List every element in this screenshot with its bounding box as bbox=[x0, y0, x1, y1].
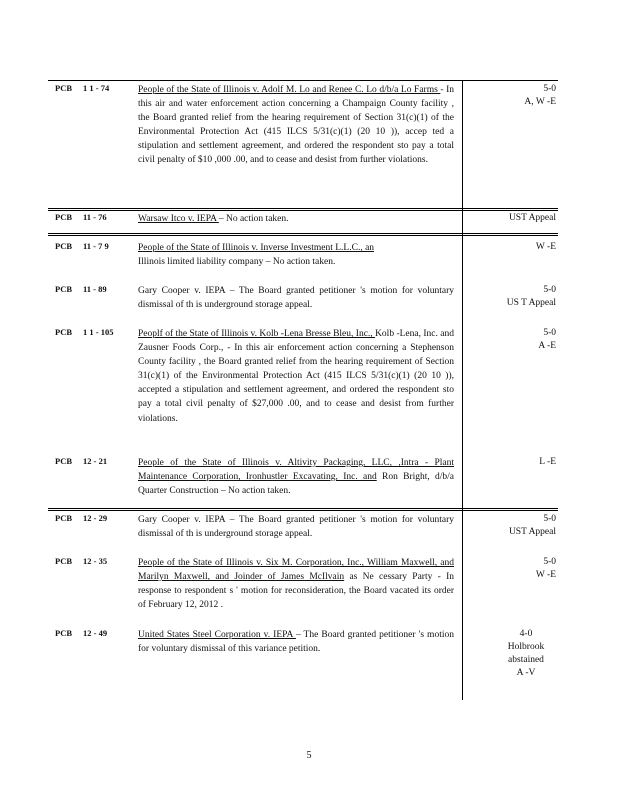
case-summary: as Ne cessary Party - In response to respondent s ' motion for reconsideration, the Board vacated its order of February 12, 2012 . bbox=[138, 572, 455, 611]
case-title: People of the State of Illinois v. Six M. Corporation, Inc., William Maxwell, and Marilyn Maxwell, and Joinder of James McIlvain bbox=[138, 558, 454, 583]
docket-number: PCB 11 - 76 bbox=[55, 212, 107, 222]
case-title: Peoplf of the State of Illinois v. Kolb -Lena Bresse Bleu, Inc., bbox=[138, 329, 376, 339]
docket-number: PCB 12 - 21 bbox=[55, 456, 108, 466]
vote-column: 5-0 A, W -E bbox=[524, 84, 556, 107]
case-summary: Ron Bright, d/b/a Quarter Construction – No action taken. bbox=[138, 472, 455, 497]
row-separator bbox=[48, 233, 558, 236]
case-description bbox=[138, 327, 454, 426]
vote-column: 5-0 W -E bbox=[535, 557, 556, 580]
docket-number: PCB 11 - 89 bbox=[55, 284, 107, 294]
case-description bbox=[138, 513, 454, 541]
docket-number: PCB 1 1 - 105 bbox=[55, 327, 114, 337]
docket-number: PCB 12 - 29 bbox=[55, 513, 108, 523]
case-summary: - In this air and water enforcement action concerning a Champaign County facility , the Board granted relief from the hearing requirement of Section 31(c)(1) of the Environmental Protection Act (415 ILCS 5/31(c)(1) (20 10 )), accep ted a stipulation and settlement agreement, and ordered the respondent sto pay a total civil penalty of $10 ,000 .00, and to cease and desist from further violations. bbox=[138, 85, 455, 166]
case-description bbox=[138, 241, 454, 269]
case-title: People of the State of Illinois v. Adolf M. Lo and Renee C. Lo d/b/a Lo Farms bbox=[138, 85, 441, 95]
case-description bbox=[138, 456, 454, 498]
vote-column: 5-0 A -E bbox=[538, 328, 556, 351]
case-description bbox=[138, 556, 454, 612]
case-title: Warsaw Itco v. IEPA bbox=[138, 214, 219, 224]
vote-column: L -E bbox=[539, 457, 556, 467]
case-summary: Gary Cooper v. IEPA – The Board granted petitioner 's motion for voluntary dismissal of th is underground storage appeal. bbox=[138, 515, 454, 540]
case-description bbox=[138, 212, 454, 226]
row-separator bbox=[48, 208, 558, 211]
case-title: United States Steel Corporation v. IEPA bbox=[138, 630, 296, 640]
row-separator bbox=[48, 508, 558, 511]
vote-column: W -E bbox=[535, 242, 556, 252]
case-description bbox=[138, 628, 454, 656]
case-summary: Illinois limited liability company – No action taken. bbox=[138, 257, 336, 268]
vote-column: 5-0 US T Appeal bbox=[506, 285, 556, 308]
case-summary: Kolb -Lena, Inc. and Zausner Foods Corp., - In this air enforcement action concerning a Stephenson County facility , the Board granted relief from the hearing requirement of Section 31(c)(1) of the Environmental Protection Act (415 ILCS 5/31(c)(1) (20 10 )), accepted a stipulation and settlement agreement, and ordered the respondent sto pay a total civil penalty of $27,000 .00, and to cease and desist from further violations. bbox=[138, 329, 454, 424]
case-summary: – The Board granted petitioner 's motion for voluntary dismissal of this variance petition. bbox=[138, 630, 454, 655]
case-description bbox=[138, 284, 454, 312]
vote-column: 5-0 UST Appeal bbox=[508, 514, 556, 537]
case-summary: – No action taken. bbox=[218, 214, 289, 224]
docket-number: PCB 12 - 35 bbox=[55, 556, 108, 566]
vote-column: UST Appeal bbox=[508, 213, 556, 223]
column-divider bbox=[462, 80, 463, 700]
vote-column: 4-0 Holbrook abstained A -V bbox=[507, 629, 545, 678]
case-title: People of the State of Illinois v. Inverse Investment L.L.C., an bbox=[138, 243, 375, 253]
docket-number: PCB 12 - 49 bbox=[55, 628, 108, 638]
case-description bbox=[138, 83, 454, 168]
case-title: People of the State of Illinois v. Altivity Packaging, LLC, ,Intra - Plant Maintenance Corporation, Ironhustler Excavating, Inc. and bbox=[138, 458, 454, 483]
docket-number: PCB 1 1 - 74 bbox=[55, 83, 110, 93]
top-rule bbox=[48, 80, 558, 81]
case-summary: Gary Cooper v. IEPA – The Board granted petitioner 's motion for voluntary dismissal of th is underground storage appeal. bbox=[138, 286, 454, 311]
page-number: 5 bbox=[306, 750, 312, 761]
docket-number: PCB 11 - 7 9 bbox=[55, 241, 109, 251]
